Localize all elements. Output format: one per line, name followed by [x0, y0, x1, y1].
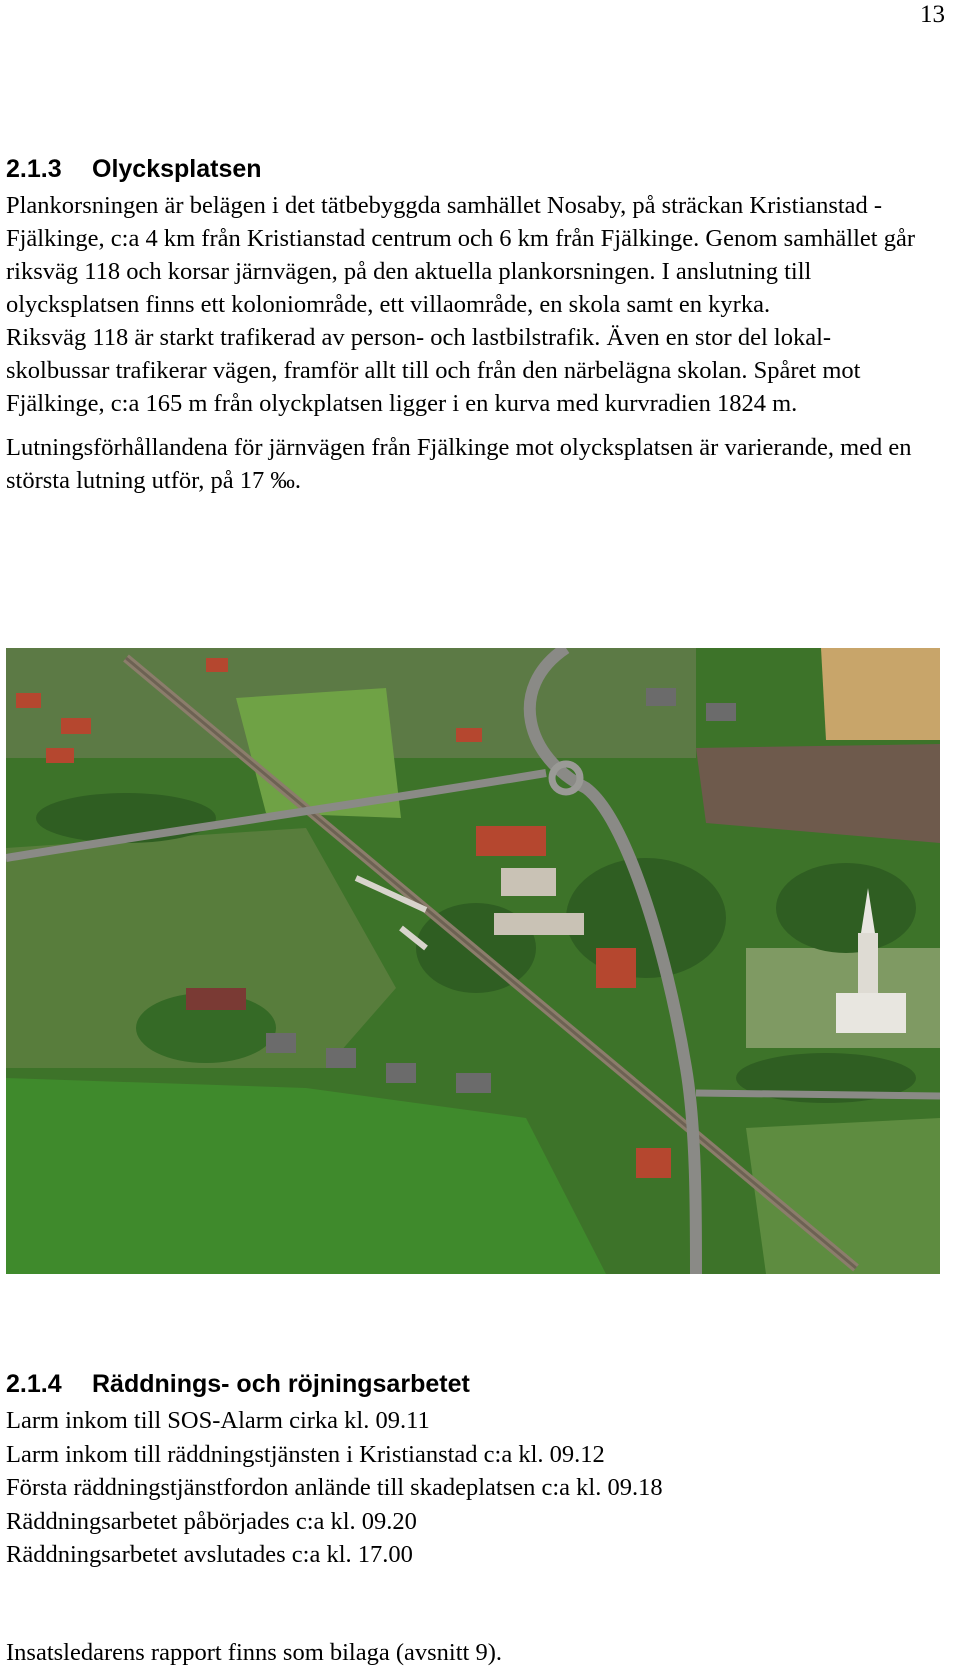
section-number: 2.1.3	[6, 155, 62, 183]
footer-note: Insatsledarens rapport finns som bilaga (avsnitt 9).	[6, 1639, 503, 1666]
aerial-photo-icon	[6, 648, 940, 1274]
timeline-line: Larm inkom till räddningstjänsten i Kristianstad c:a kl. 09.12	[6, 1440, 605, 1468]
section-title: Räddnings- och röjningsarbetet	[92, 1370, 470, 1398]
page-number: 13	[920, 1, 945, 28]
aerial-photo	[6, 648, 940, 1274]
timeline-line: Första räddningstjänstfordon anlände till skadeplatsen c:a kl. 09.18	[6, 1474, 663, 1501]
paragraph-location: Plankorsningen är belägen i det tätbebyggda samhället Nosaby, på sträckan Kristianstad - Fjälkinge, c:a 4 km från Kristianstad centrum och 6 km från Fjälkinge. Genom samhället går riksväg 118 och korsar järnvägen, på den aktuella plankorsningen. I anslutning till olycksplatsen finns ett koloniområde, ett villaområde, en skola samt en kyrka.	[6, 192, 915, 318]
section-heading-213	[6, 153, 936, 185]
timeline-line: Räddningsarbetet avslutades c:a kl. 17.00	[6, 1541, 413, 1568]
section-title: Olycksplatsen	[92, 155, 262, 183]
paragraph-gradient: Lutningsförhållandena för järnvägen från Fjälkinge mot olycksplatsen är varierande, med en största lutning utför, på 17 ‰.	[6, 434, 912, 494]
section-olycksplatsen	[6, 153, 936, 497]
timeline-line: Larm inkom till SOS-Alarm cirka kl. 09.11	[6, 1407, 430, 1434]
paragraph-traffic: Riksväg 118 är starkt trafikerad av person- och lastbilstrafik. Även en stor del lokal- skolbussar trafikerar vägen, framför allt till och från den närbelägna skolan. Spåret mot Fjälkinge, c:a 165 m från olyckplatsen ligger i en kurva med kurvradien 1824 m.	[6, 324, 861, 417]
section-raddningsarbetet	[6, 1368, 936, 1572]
timeline-line: Räddningsarbetet påbörjades c:a kl. 09.20	[6, 1507, 417, 1535]
section-heading-214	[6, 1368, 936, 1400]
section-number: 2.1.4	[6, 1370, 62, 1398]
